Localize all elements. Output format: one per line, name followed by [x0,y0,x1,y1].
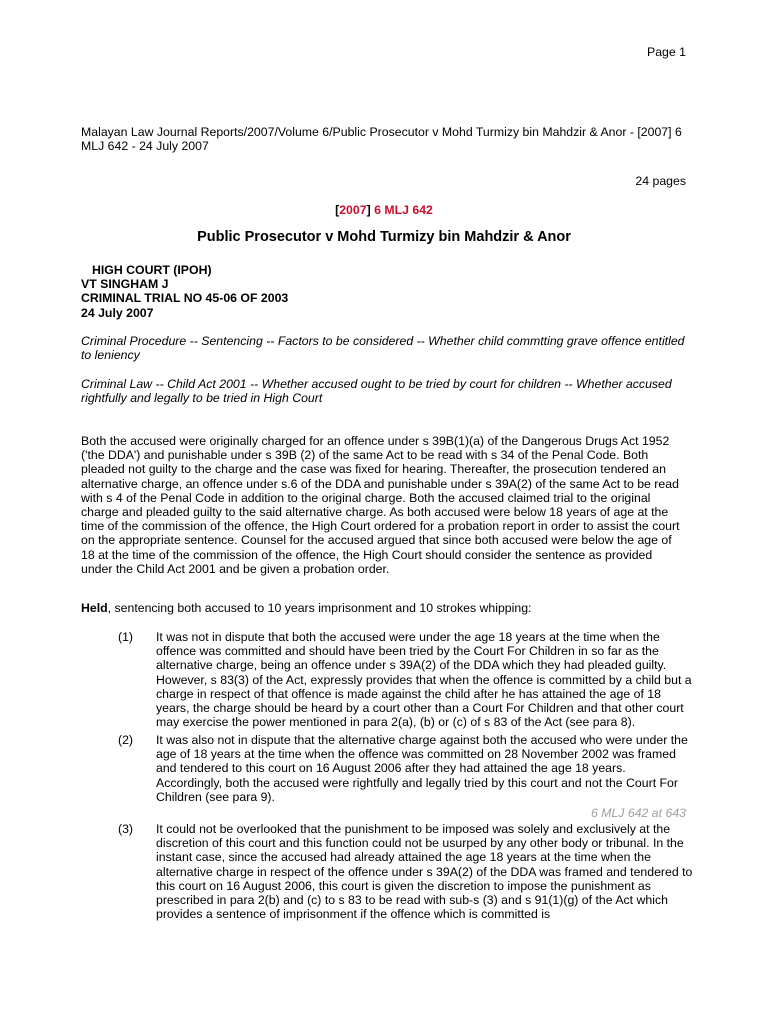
point-text: It could not be overlooked that the punishment to be imposed was solely and exclusively at the discretion of this court and this function could not be usurped by any other body or tribunal. In the instant case, since the accused had already attained the age 18 years at the time when the alternative charge in respect of the offence under s 39A(2) of the DDA was framed and tendered to this court on 16 August 2006, this court is given the discretion to impose the punishment as prescribed in para 2(b) and (c) to s 83 to be read with sub-s (3) and s 91(1)(g) of the Act which provides a sentence of imprisonment if the offence which is committed is [156,822,693,922]
court-name: HIGH COURT (IPOH) [92,263,212,277]
judgment-date: 24 July 2007 [81,305,154,320]
citation-ref-link[interactable]: 6 MLJ 642 [370,203,433,217]
court-block [81,263,288,320]
held-text: , sentencing both accused to 10 years imprisonment and 10 strokes whipping: [107,601,532,615]
held-paragraph [81,601,531,615]
catchword-1: Criminal Procedure -- Sentencing -- Factors to be considered -- Whether child commtting grave offence entitled to leniency [81,334,685,363]
case-title: Public Prosecutor v Mohd Turmizy bin Mahdzir & Anor [197,229,571,245]
page-count: 24 pages [635,174,686,188]
catchword-2: Criminal Law -- Child Act 2001 -- Whether accused ought to be tried by court for children -- Whether accused rightfully and legally to be tried in High Court [81,377,672,406]
held-label: Held [81,601,108,615]
held-point-1 [118,630,693,729]
point-text: It was also not in dispute that the alternative charge against both the accused who were under the age of 18 years at the time when the offence was committed on 28 November 2002 was framed and tendered to this court on 16 August 2006 after they had attained the age 18 years. Accordingly, both the accused were rightfully and legally tried by this court and not the Court For Children (see para 9). [156,733,688,804]
point-number: (2) [118,733,134,747]
citation-line: Malayan Law Journal Reports/2007/Volume 6/Public Prosecutor v Mohd Turmizy bin Mahdzir & Anor - [2007] 6 MLJ 642 - 24 July 2007 [81,125,682,154]
point-number: (3) [118,822,134,836]
case-summary: Both the accused were originally charged for an offence under s 39B(1)(a) of the Dangerous Drugs Act 1952 ('the DDA') and punishable under s 39B (2) of the same Act to be read with s 34 of the Penal Code. Both pleaded not guilty to the charge and the case was fixed for hearing. Thereafter, the prosecution tendered an alternative charge, an offence under s.6 of the DDA and punishable under s 39A(2) of the same Act to be read with s 4 of the Penal Code in addition to the original charge. Both the accused claimed trial to the original charge and pleaded guilty to the said alternative charge. As both accused were below 18 years of age at the time of the commission of the offence, the High Court ordered for a probation report in order to assist the court on the appropriate sentence. Counsel for the accused argued that since both accused were below the age of 18 at the time of the commission of the offence, the High Court should consider the sentence as provided under the Child Act 2001 and be given a probation order. [81,434,680,576]
trial-number: CRIMINAL TRIAL NO 45-06 OF 2003 [81,291,289,306]
case-citation [0,203,768,217]
citation-bracket-close: ] [366,203,371,217]
citation-year-link[interactable]: 2007 [339,203,367,217]
held-point-2 [118,733,693,804]
page-number: Page 1 [647,45,686,59]
held-point-3 [118,822,693,921]
citation-bracket-open: [ [335,203,340,217]
point-text: It was not in dispute that both the accused were under the age 18 years at the time when the offence was committed and should have been tried by the Court For Children in so far as the alternative charge, being an offence under s 39A(2) of the DDA which they had pleaded guilty. However, s 83(3) of the Act, expressly provides that when the offence is committed by a child but a charge in respect of that offence is made against the child after he has attained the age of 18 years, the charge should be heard by a court other than a Court For Children and that other court may exercise the power mentioned in para 2(a), (b) or (c) of s 83 of the Act (see para 8). [156,630,692,730]
point-number: (1) [118,630,134,644]
page-marginal-note: 6 MLJ 642 at 643 [590,806,686,820]
judge-name: VT SINGHAM J [81,277,169,292]
